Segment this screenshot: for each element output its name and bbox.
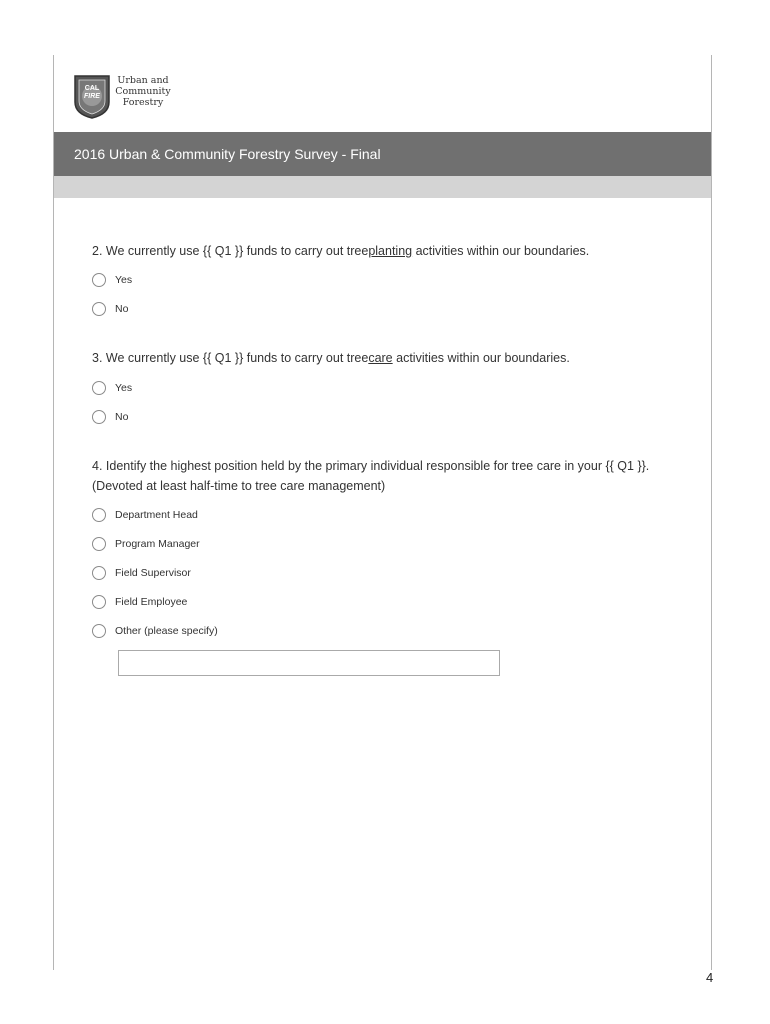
svg-text:FIRE: FIRE: [84, 93, 100, 100]
question-3: 3. We currently use {{ Q1 }} funds to carry out treecare activities within our boundaries.: [92, 351, 570, 365]
progress-bar: [54, 176, 711, 198]
page-number: 4: [706, 970, 714, 985]
q3-option-no[interactable]: No: [92, 408, 128, 426]
radio-button[interactable]: [92, 508, 106, 522]
radio-button[interactable]: [92, 624, 106, 638]
radio-button[interactable]: [92, 273, 106, 287]
logo-text: Urban and Community Forestry: [115, 75, 171, 108]
q4-option-program-manager[interactable]: Program Manager: [92, 535, 200, 553]
radio-button[interactable]: [92, 537, 106, 551]
survey-title: 2016 Urban & Community Forestry Survey - Final: [74, 146, 381, 162]
page-border-right: [711, 55, 712, 970]
radio-button[interactable]: [92, 595, 106, 609]
svg-text:CAL: CAL: [84, 85, 100, 92]
q4-option-field-supervisor[interactable]: Field Supervisor: [92, 564, 191, 582]
q4-option-department-head[interactable]: Department Head: [92, 506, 198, 524]
radio-button[interactable]: [92, 410, 106, 424]
radio-button[interactable]: [92, 302, 106, 316]
q4-option-field-employee[interactable]: Field Employee: [92, 593, 187, 611]
q2-option-yes[interactable]: Yes: [92, 271, 132, 289]
radio-button[interactable]: [92, 566, 106, 580]
survey-title-bar: [54, 132, 711, 176]
q2-option-no[interactable]: No: [92, 300, 128, 318]
q4-option-other[interactable]: Other (please specify): [92, 622, 218, 640]
other-specify-input[interactable]: [118, 650, 500, 676]
radio-button[interactable]: [92, 381, 106, 395]
question-4: 4. Identify the highest position held by the primary individual responsible for tree care in your {{ Q1 }}. (Devoted at least half-time to tree care management): [92, 459, 650, 493]
q3-option-yes[interactable]: Yes: [92, 379, 132, 397]
question-2: 2. We currently use {{ Q1 }} funds to carry out treeplanting activities within our boundaries.: [92, 244, 590, 258]
